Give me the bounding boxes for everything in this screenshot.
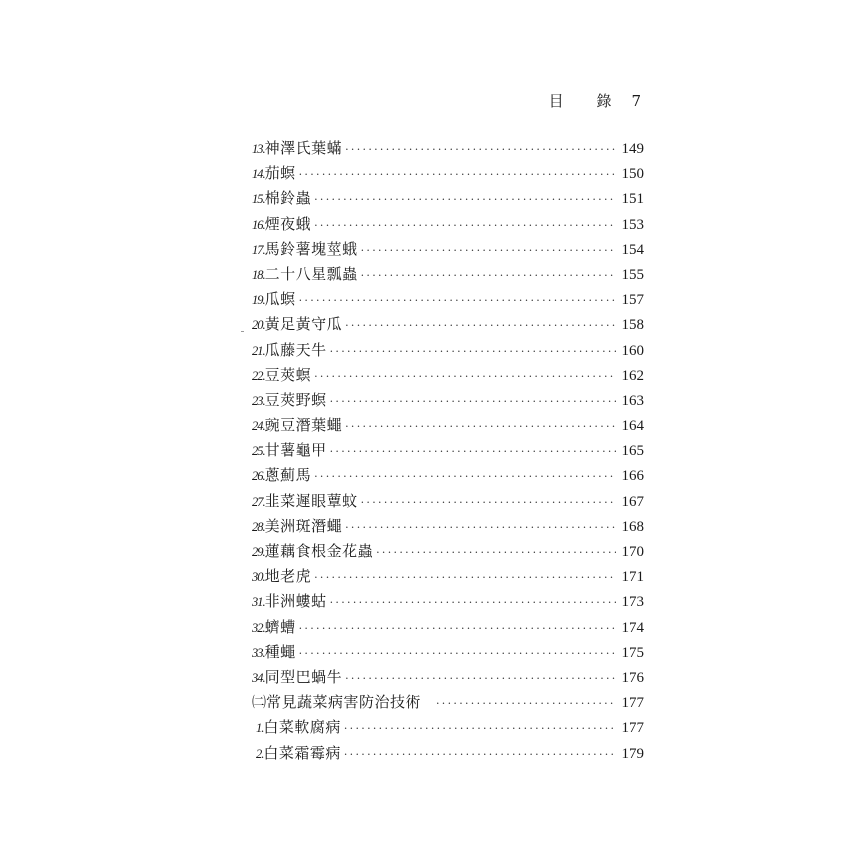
toc-entry-title: 黃足黃守瓜 (264, 315, 343, 334)
toc-entry-number: 1. (256, 721, 264, 736)
leader-dots (330, 596, 616, 609)
toc-entry (252, 515, 644, 540)
toc-entry-number: 18. (252, 267, 265, 282)
toc-entry-page: 166 (621, 468, 644, 485)
leader-dots (345, 319, 615, 332)
toc-entry-title: 韭菜遲眼蕈蚊 (264, 491, 358, 510)
toc-entry-number: 17. (252, 242, 265, 257)
leader-dots (314, 193, 615, 206)
toc-entry-page: 158 (621, 317, 644, 334)
toc-entry-page: 150 (621, 166, 644, 183)
toc-entry (252, 263, 644, 288)
toc-entry (252, 540, 644, 565)
toc-entry (252, 414, 644, 439)
running-header (549, 90, 641, 111)
toc-entry (252, 389, 644, 414)
toc-entry-page: 179 (621, 745, 644, 762)
toc-entry (252, 616, 644, 641)
toc-entry-title: 蔥薊馬 (264, 466, 312, 485)
leader-dots (361, 244, 616, 257)
toc-entry-title: 非洲螻蛄 (264, 592, 327, 611)
toc-entry-number: 13. (252, 142, 265, 156)
toc-entry-number: 2. (256, 746, 264, 761)
toc-entry-title: 茄螟 (264, 164, 296, 183)
leader-dots (436, 697, 615, 710)
header-page-number: 7 (631, 92, 641, 110)
toc-entry-number: 14. (252, 167, 265, 182)
toc-entry-page: 177 (621, 695, 644, 712)
toc-entry-title: 甘薯龜甲 (264, 441, 327, 460)
toc-entry-page: 177 (621, 720, 644, 737)
toc-entry-number: 32. (252, 620, 265, 635)
toc-entry-page: 168 (621, 518, 644, 535)
toc-entry-title: 白菜霜霉病 (263, 743, 341, 762)
toc-section-heading (252, 691, 644, 716)
toc-entry-page: 155 (621, 266, 644, 283)
toc-entry-number: 27. (252, 494, 265, 509)
toc-entry-number: 26. (252, 469, 265, 484)
toc-entry-number: 28. (252, 519, 265, 534)
toc-entry-number: ㈡ (252, 696, 266, 712)
toc-entry (252, 590, 644, 615)
toc-entry-number: 30. (252, 570, 265, 585)
toc-entry-title: 地老虎 (264, 567, 312, 586)
toc-entry (252, 187, 644, 212)
toc-entry-page: 157 (621, 292, 644, 309)
toc-entry (252, 742, 644, 767)
toc-entry-title: 瓜螟 (264, 290, 296, 309)
toc-entry-title: 白菜軟腐病 (263, 718, 341, 737)
toc-entry (252, 716, 644, 741)
toc-entry-title: 蓮藕食根金花蟲 (264, 542, 374, 560)
leader-dots (314, 571, 615, 584)
toc-entry-page: 167 (621, 493, 644, 510)
toc-entry (252, 238, 644, 263)
toc-entry-number: 20. (252, 318, 265, 333)
toc-entry-number: 15. (252, 192, 265, 207)
header-title: 目 錄 (548, 92, 626, 110)
toc-entry (252, 490, 644, 515)
table-of-contents (252, 137, 644, 767)
toc-entry (252, 213, 644, 238)
toc-entry-title: 同型巴蝸牛 (264, 667, 343, 686)
toc-entry (252, 641, 644, 666)
leader-dots (314, 470, 615, 483)
toc-entry-page: 171 (621, 569, 644, 586)
toc-entry-number: 21. (252, 343, 265, 358)
toc-entry-title: 常見蔬菜病害防治技術 (266, 693, 422, 712)
leader-dots (314, 370, 615, 383)
toc-entry (252, 339, 644, 364)
toc-entry-number: 25. (252, 444, 265, 459)
toc-entry (252, 288, 644, 313)
toc-entry (252, 137, 644, 162)
toc-entry (252, 464, 644, 489)
toc-entry-page: 153 (621, 216, 644, 233)
toc-entry-number: 34. (252, 670, 265, 685)
toc-entry-title: 馬鈴薯塊莖蛾 (264, 239, 358, 258)
toc-entry-page: 176 (621, 669, 644, 686)
toc-entry-page: 149 (621, 141, 644, 157)
toc-entry-title: 豆莢螟 (264, 365, 312, 384)
leader-dots (361, 496, 616, 509)
toc-entry-number: 33. (252, 645, 265, 660)
toc-entry (252, 439, 644, 464)
toc-entry-page: 174 (621, 619, 644, 636)
scan-speck (241, 331, 244, 332)
leader-dots (299, 647, 616, 660)
toc-entry-number: 16. (252, 217, 265, 232)
toc-entry-page: 173 (621, 594, 644, 611)
toc-entry-page: 154 (621, 241, 644, 258)
toc-entry-title: 蠐螬 (264, 617, 296, 636)
toc-entry-page: 165 (621, 443, 644, 460)
toc-entry-number: 23. (252, 393, 265, 408)
toc-entry (252, 666, 644, 691)
toc-entry-page: 164 (621, 418, 644, 435)
leader-dots (314, 219, 615, 232)
toc-entry-number: 29. (252, 545, 265, 559)
toc-entry-page: 162 (621, 367, 644, 384)
toc-entry-title: 美洲斑潛蠅 (264, 516, 343, 535)
toc-entry-title: 神澤氏葉蟎 (264, 139, 343, 157)
toc-entry-page: 160 (621, 342, 644, 359)
toc-entry-title: 棉鈴蟲 (264, 189, 312, 208)
toc-entry-title: 二十八星瓢蟲 (264, 264, 358, 283)
leader-dots (330, 445, 616, 458)
toc-entry-page: 151 (621, 191, 644, 208)
toc-entry (252, 565, 644, 590)
toc-entry-number: 22. (252, 368, 265, 383)
toc-entry-title: 豌豆潛葉蠅 (264, 416, 343, 435)
toc-entry-number: 31. (252, 595, 265, 610)
toc-entry-title: 種蠅 (264, 642, 296, 661)
toc-entry-number: 19. (252, 293, 265, 308)
leader-dots (299, 622, 616, 635)
leader-dots (376, 546, 615, 559)
toc-entry (252, 364, 644, 389)
leader-dots (330, 345, 616, 358)
leader-dots (361, 269, 616, 282)
leader-dots (344, 722, 616, 735)
leader-dots (345, 420, 615, 433)
toc-entry (252, 162, 644, 187)
leader-dots (330, 395, 616, 408)
leader-dots (299, 168, 616, 181)
toc-entry (252, 313, 644, 338)
leader-dots (344, 748, 616, 761)
toc-entry-page: 163 (621, 392, 644, 409)
toc-entry-title: 瓜藤天牛 (264, 340, 327, 359)
leader-dots (345, 143, 615, 156)
toc-entry-number: 24. (252, 419, 265, 434)
toc-entry-page: 170 (621, 544, 644, 560)
leader-dots (345, 521, 615, 534)
toc-entry-title: 豆莢野螟 (264, 390, 327, 409)
toc-entry-page: 175 (621, 644, 644, 661)
leader-dots (345, 672, 615, 685)
toc-entry-title: 煙夜蛾 (264, 214, 312, 233)
leader-dots (299, 294, 616, 307)
